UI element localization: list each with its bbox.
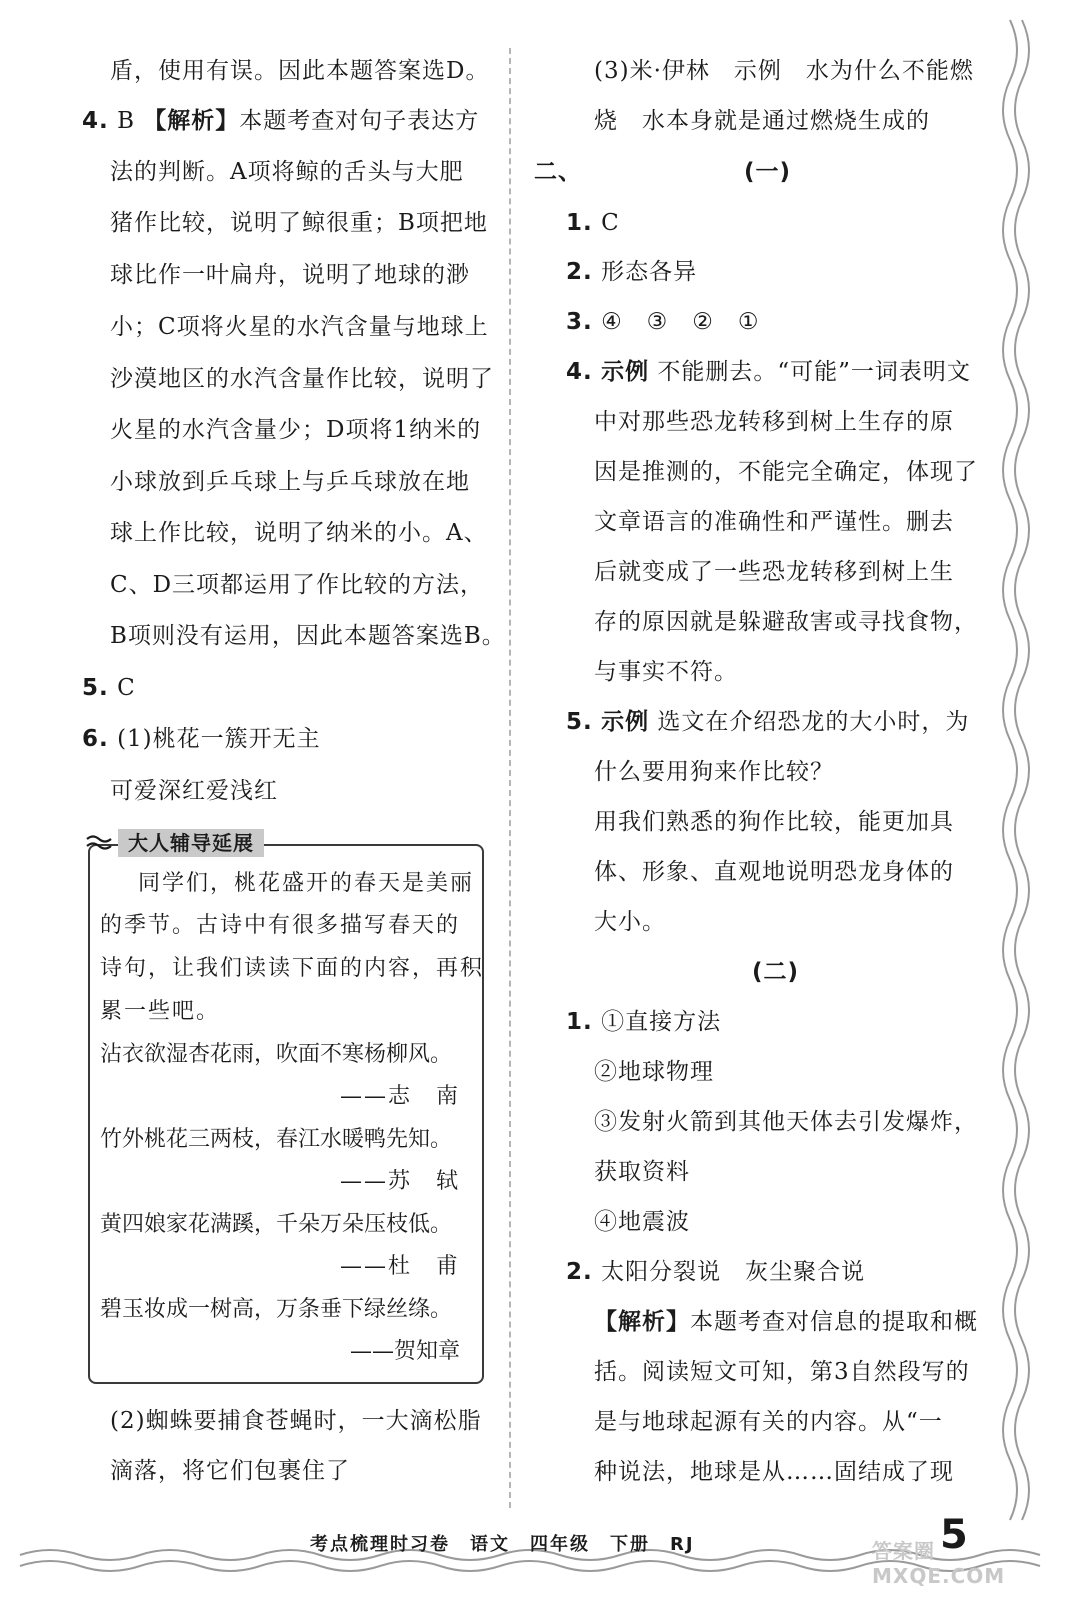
question-number: 4. [566, 359, 593, 385]
question-1-line [566, 1007, 721, 1037]
text-line: 种说法，地球是从……固结成了现 [594, 1459, 954, 1485]
question-4-line [566, 357, 971, 387]
text-line: 与事实不符。 [594, 659, 738, 685]
text-line: 本题考查对句子表达方 [239, 108, 480, 134]
poem-author: ——苏 轼 [340, 1169, 461, 1194]
text-line: 括。阅读短文可知，第3自然段写的 [594, 1359, 970, 1385]
question-5-line [566, 707, 969, 737]
box-text-line: 累一些吧。 [100, 999, 221, 1024]
poem-line: 沾衣欲湿杏花雨，吹面不寒杨柳风。 [100, 1042, 453, 1067]
part-heading: (二) [752, 959, 800, 985]
text-line: 球上作比较，说明了纳米的小。A、 [110, 520, 488, 546]
answer: 形态各异 [601, 259, 698, 285]
text-line: 沙漠地区的水汽含量作比较，说明了 [110, 366, 494, 392]
text-line: 火星的水汽含量少；D项将1纳米的 [110, 417, 482, 443]
text-line: 不能删去。“可能”一词表明文 [657, 359, 971, 385]
text-line: 获取资料 [594, 1159, 690, 1185]
text-line: 盾，使用有误。因此本题答案选D。 [110, 58, 490, 84]
text-line: 滴落，将它们包裹住了 [110, 1458, 350, 1484]
question-number: 5. [566, 709, 593, 735]
footer-title: 考点梳理时习卷 语文 四年级 下册 RJ [310, 1534, 695, 1555]
answer: ④ ③ ② ① [601, 309, 760, 335]
answer: ①直接方法 [601, 1009, 722, 1035]
answer: 太阳分裂说 灰尘聚合说 [601, 1259, 866, 1285]
question-number: 6. [82, 726, 109, 752]
question-1-line [566, 208, 620, 238]
question-number: 1. [566, 210, 593, 236]
text-line: 小球放到乒乓球上与乒乓球放在地 [110, 469, 470, 495]
analysis-line [594, 1307, 978, 1337]
question-number: 2. [566, 259, 593, 285]
text-line: (2)蜘蛛要捕食苍蝇时，一大滴松脂 [110, 1408, 482, 1434]
poem-line: 黄四娘家花满蹊，千朵万朵压枝低。 [100, 1212, 453, 1237]
text-line: 法的判断。A项将鲸的舌头与大肥 [110, 159, 464, 185]
question-number: 4. [82, 108, 109, 134]
text-line: 小；C项将火星的水汽含量与地球上 [110, 314, 489, 340]
text-line: B项则没有运用，因此本题答案选B。 [110, 623, 506, 649]
text-line: 因是推测的，不能完全确定，体现了 [594, 459, 978, 485]
answer: C [601, 210, 620, 236]
answer: C [117, 675, 136, 701]
text-line: (3)米·伊林 示例 水为什么不能燃 [594, 58, 974, 84]
text-line: 什么要用狗来作比较？ [594, 759, 834, 785]
poem-line: 竹外桃花三两枝，春江水暖鸭先知。 [100, 1127, 453, 1152]
question-3-line [566, 307, 760, 337]
answer: (1)桃花一簇开无主 [117, 726, 321, 752]
text-line: 大小。 [594, 909, 666, 935]
text-line: 后就变成了一些恐龙转移到树上生 [594, 559, 954, 585]
section-two-heading [534, 157, 582, 187]
box-text-line: 诗句，让我们读读下面的内容，再积 [100, 956, 485, 981]
question-number: 3. [566, 309, 593, 335]
box-text-line: 的季节。古诗中有很多描写春天的 [100, 913, 461, 938]
text-line: 烧 水本身就是通过燃烧生成的 [594, 108, 930, 134]
watermark-logo: 答案圈 MXQE.COM [872, 1539, 1006, 1588]
text-line: 球比作一叶扁舟，说明了地球的渺 [110, 262, 470, 288]
question-2-line [566, 257, 697, 287]
question-number: 2. [566, 1259, 593, 1285]
box-text-line: 同学们，桃花盛开的春天是美丽 [138, 871, 475, 896]
text-line: 文章语言的准确性和严谨性。删去 [594, 509, 954, 535]
poem-author: ——贺知章 [350, 1339, 461, 1364]
example-tag: 示例 [601, 709, 650, 735]
question-2-line [566, 1257, 865, 1287]
text-line: 猪作比较，说明了鲸很重；B项把地 [110, 210, 488, 236]
question-number: 5. [82, 675, 109, 701]
analysis-tag: 【解析】 [143, 108, 240, 134]
poem-author: ——杜 甫 [340, 1254, 461, 1279]
wave-icon [86, 833, 112, 853]
answer: B [117, 108, 135, 134]
text-line: 可爱深红爱浅红 [110, 778, 278, 804]
analysis-tag: 【解析】 [594, 1309, 690, 1335]
question-4-line [82, 106, 479, 136]
column-divider [509, 48, 511, 1508]
extension-header [86, 828, 264, 858]
text-line: ④地震波 [594, 1209, 690, 1235]
text-line: 存的原因就是躲避敌害或寻找食物， [594, 609, 978, 635]
example-tag: 示例 [601, 359, 650, 385]
extension-title: 大人辅导延展 [118, 829, 264, 857]
question-5-line [82, 673, 136, 703]
question-6-line [82, 724, 321, 754]
poem-author: ——志 南 [340, 1084, 461, 1109]
text-line: 体、形象、直观地说明恐龙身体的 [594, 859, 954, 885]
section-number: 二、 [534, 159, 582, 185]
text-line: 是与地球起源有关的内容。从“一 [594, 1409, 943, 1435]
text-line: 选文在介绍恐龙的大小时，为 [657, 709, 970, 735]
text-line: ②地球物理 [594, 1059, 714, 1085]
part-heading: (一) [744, 159, 792, 185]
text-line: 本题考查对信息的提取和概 [690, 1309, 978, 1335]
page-number: 5 [940, 1512, 968, 1558]
text-line: ③发射火箭到其他天体去引发爆炸， [594, 1109, 978, 1135]
text-line: C、D三项都运用了作比较的方法， [110, 572, 485, 598]
question-number: 1. [566, 1009, 593, 1035]
text-line: 中对那些恐龙转移到树上生存的原 [594, 409, 954, 435]
text-line: 用我们熟悉的狗作比较，能更加具 [594, 809, 954, 835]
poem-line: 碧玉妆成一树高，万条垂下绿丝绦。 [100, 1297, 453, 1322]
